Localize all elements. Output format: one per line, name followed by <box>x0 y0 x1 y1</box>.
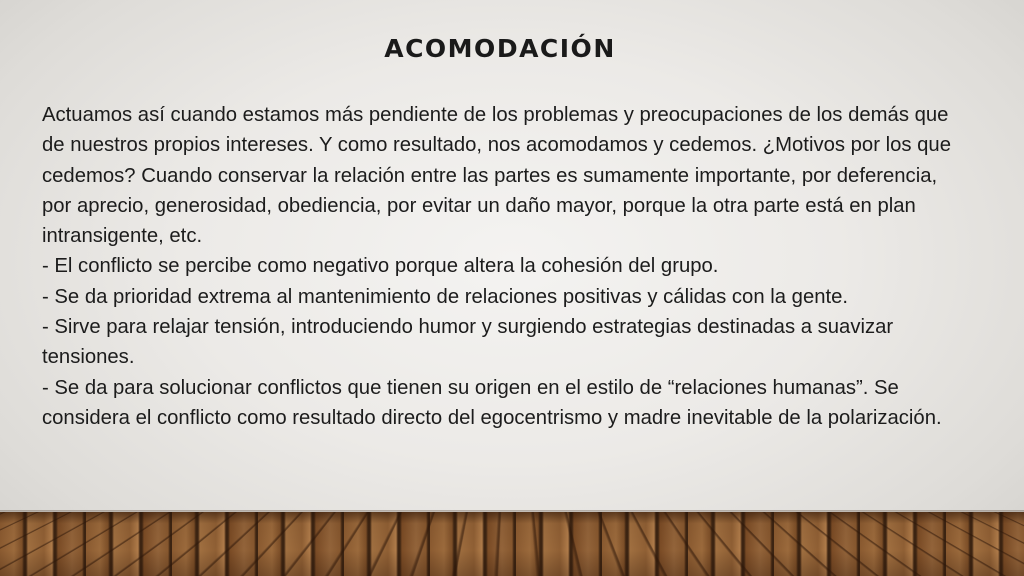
bullet-item: - Se da para solucionar conflictos que tienen su origen en el estilo de “relaciones humanas”. Se considera el conflicto como resultado directo del egocentrismo y madre inevitable de la polarización. <box>42 376 942 429</box>
bullet-item: - Se da prioridad extrema al mantenimiento de relaciones positivas y cálidas con la gente. <box>42 285 849 308</box>
slide-title: ACOMODACIÓN <box>384 34 616 63</box>
bullet-item: - Sirve para relajar tensión, introduciendo humor y surgiendo estrategias destinadas a suavizar tensiones. <box>42 316 894 369</box>
floor-boards <box>0 512 1024 576</box>
intro-paragraph: Actuamos así cuando estamos más pendiente de los problemas y preocupaciones de los demás que de nuestros propios intereses. Y como resultado, nos acomodamos y cedemos. ¿Motivos por los que cedemos? Cuando conservar la relación entre las partes es sumamente importante, por deferencia, por aprecio, generosidad, obediencia, por evitar un daño mayor, porque la otra parte está en plan intransigente, etc. <box>42 104 951 248</box>
bullet-item: - El conflicto se percibe como negativo porque altera la cohesión del grupo. <box>42 255 719 278</box>
wooden-floor <box>0 512 1024 576</box>
slide-body <box>42 100 972 433</box>
